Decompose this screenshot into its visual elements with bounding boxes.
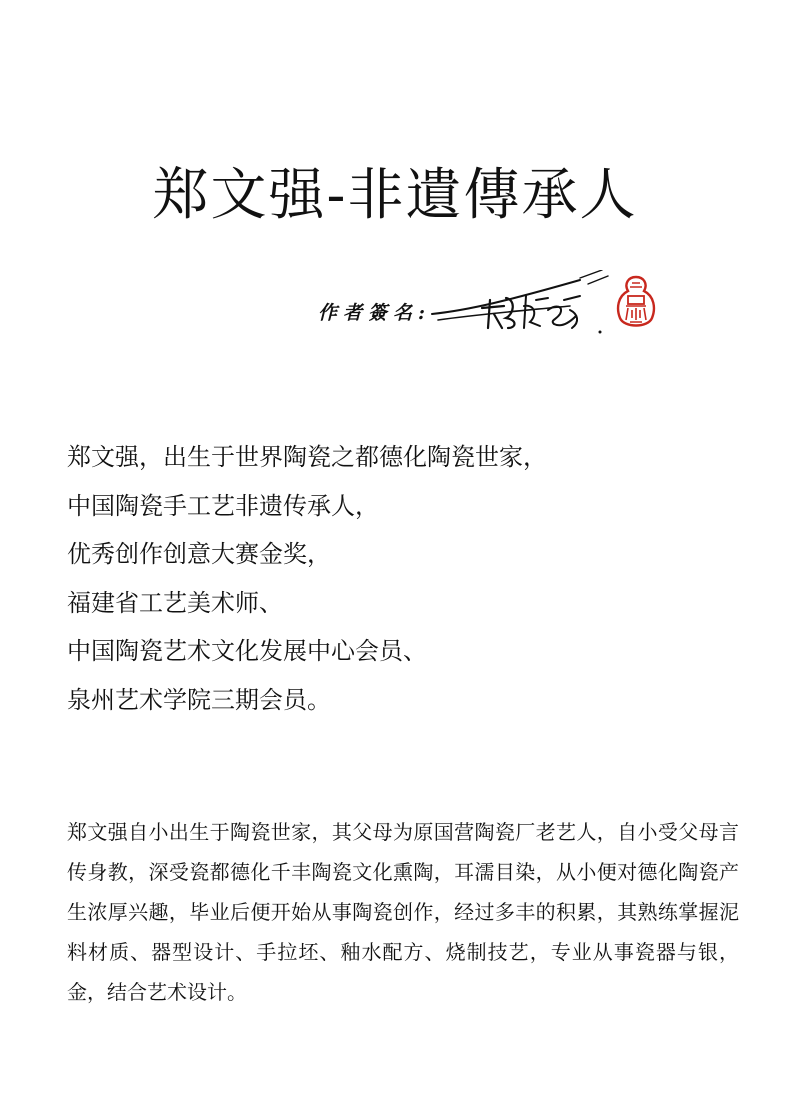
page-title: 郑文强-非遺傳承人 <box>152 163 638 228</box>
bio-line: 泉州艺术学院三期会员。 <box>67 685 331 714</box>
bio-line: 优秀创作创意大赛金奖， <box>67 540 331 568</box>
bio-section <box>67 433 747 724</box>
red-seal-stamp <box>614 274 658 332</box>
signature-row <box>318 270 658 350</box>
handwritten-signature <box>430 270 630 350</box>
bio-line: 中国陶瓷艺术文化发展中心会员、 <box>67 637 427 665</box>
bio-line: 福建省工艺美术师、 <box>67 588 283 617</box>
description-paragraph: 郑文强自小出生于陶瓷世家，其父母为原国营陶瓷厂老艺人，自小受父母言传身教，深受瓷都德化千丰陶瓷文化熏陶，耳濡目染，从小便对德化陶瓷产生浓厚兴趣，毕业后便开始从事陶瓷创作，经过多丰的积累，其熟练掌握泥料材质、器型设计、手拉坯、釉水配方、烧制技艺，专业从事瓷器与银，金，结合艺术设计。 <box>67 820 739 1004</box>
bio-line: 中国陶瓷手工艺非遗传承人， <box>67 491 379 520</box>
bio-line: 郑文强，出生于世界陶瓷之都德化陶瓷世家， <box>67 443 547 471</box>
signature-label: 作者簽名: <box>318 302 432 324</box>
